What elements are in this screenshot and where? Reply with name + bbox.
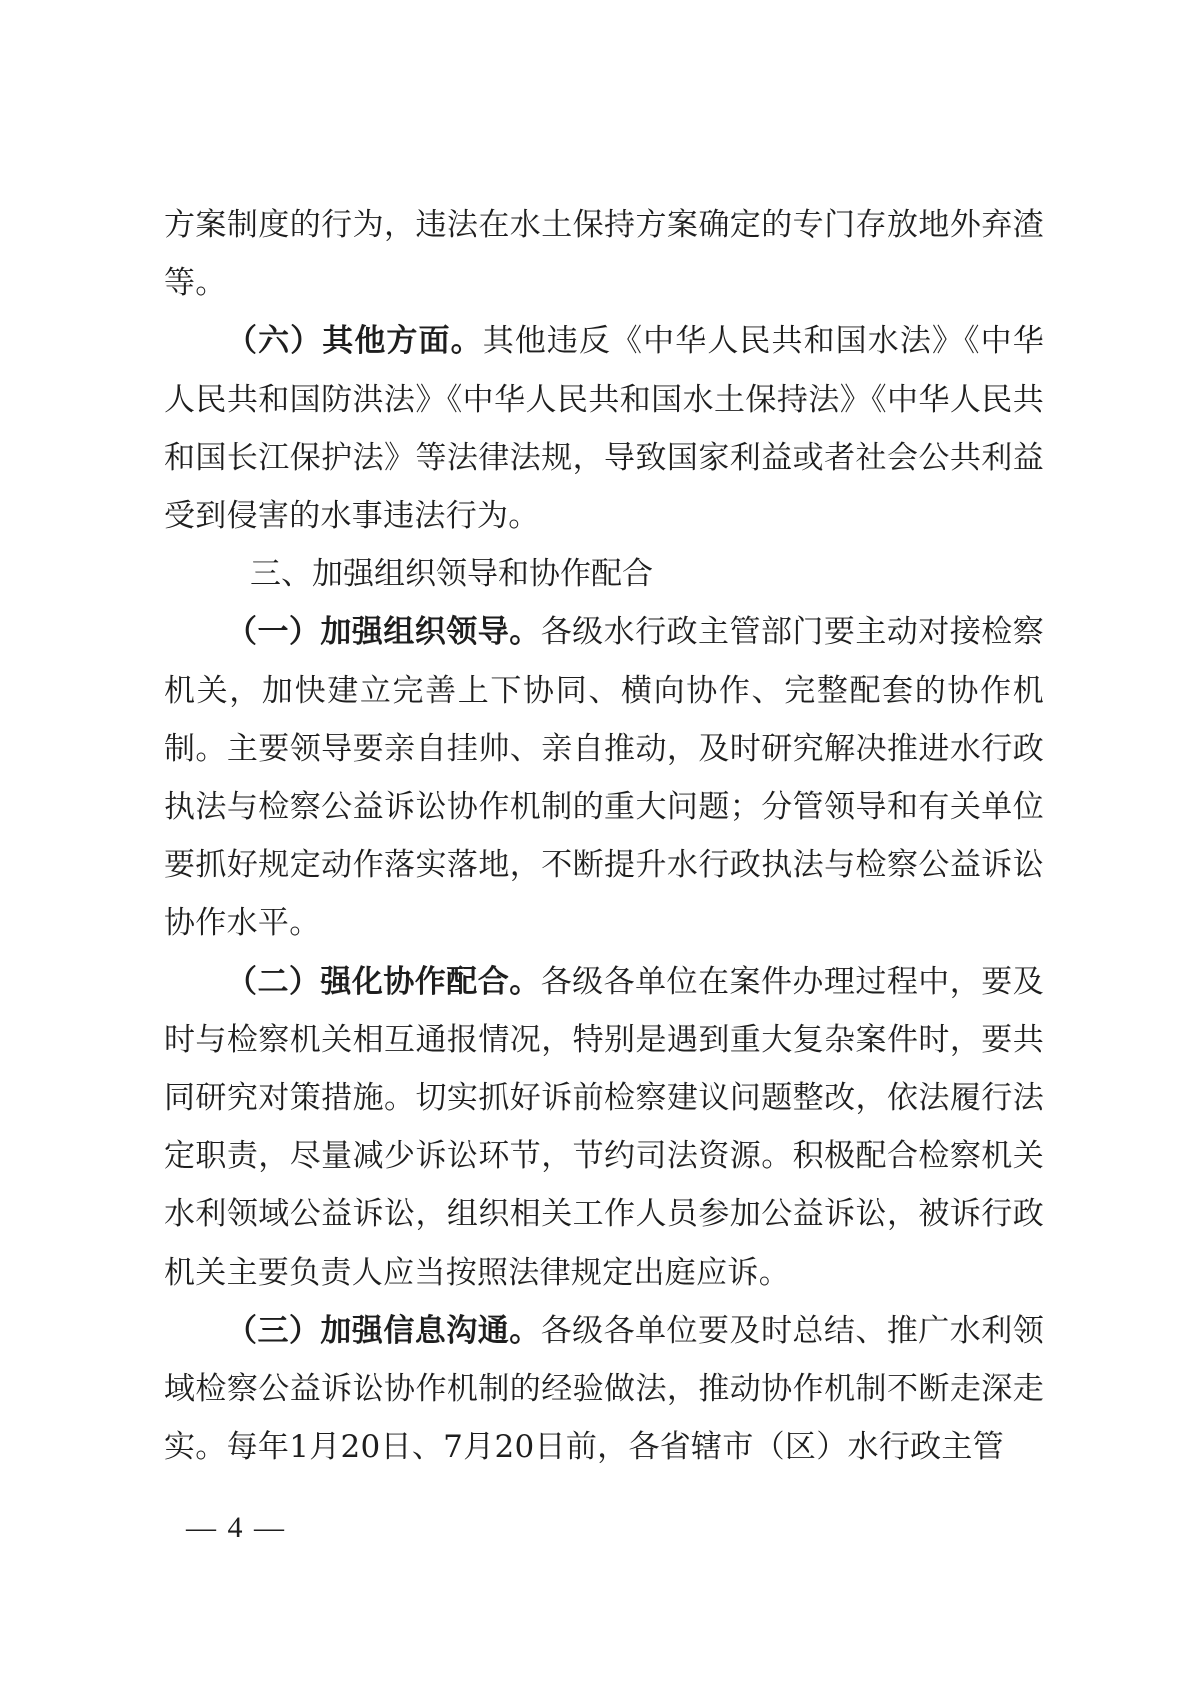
document-body bbox=[164, 196, 1044, 1476]
paragraph-text: 各级各单位要及时总结、推广水利领域检察公益诉讼协作机制的经验做法，推动协作机制不断走深走实。每年1月20日、7月20日前，各省辖市（区）水行政主管 bbox=[164, 1312, 1044, 1466]
paragraph-text: 各级水行政主管部门要主动对接检察机关，加快建立完善上下协同、横向协作、完整配套的协作机制。主要领导要亲自挂帅、亲自推动，及时研究解决推进水行政执法与检察公益诉讼协作机制的重大问题；分管领导和有关单位要抓好规定动作落实落地，不断提升水行政执法与检察公益诉讼协作水平。 bbox=[164, 614, 1044, 942]
paragraph-cooperation bbox=[164, 953, 1044, 1302]
paragraph-lead: （三）加强信息沟通。 bbox=[226, 1312, 541, 1349]
paragraph-information-communication bbox=[164, 1302, 1044, 1477]
paragraph-text: 方案制度的行为，违法在水土保持方案确定的专门存放地外弃渣等。 bbox=[164, 207, 1044, 302]
paragraph-continuation bbox=[164, 196, 1044, 312]
paragraph-lead: （二）强化协作配合。 bbox=[226, 963, 541, 1000]
paragraph-lead: （一）加强组织领导。 bbox=[226, 614, 541, 651]
paragraph-organizational-leadership bbox=[164, 603, 1044, 952]
paragraph-text: 其他违反《中华人民共和国水法》《中华人民共和国防洪法》《中华人民共和国水土保持法》《中华人民共和国长江保护法》等法律法规，导致国家利益或者社会公共利益受到侵害的水事违法行为。 bbox=[164, 323, 1044, 535]
paragraph-lead: （六）其他方面。 bbox=[226, 323, 483, 360]
paragraph-other-aspects bbox=[164, 312, 1044, 545]
page-number: — 4 — bbox=[186, 1511, 286, 1544]
paragraph-text: 各级各单位在案件办理过程中，要及时与检察机关相互通报情况，特别是遇到重大复杂案件时，要共同研究对策措施。切实抓好诉前检察建议问题整改，依法履行法定职责，尽量减少诉讼环节，节约司法资源。积极配合检察机关水利领域公益诉讼，组织相关工作人员参加公益诉讼，被诉行政机关主要负责人应当按照法律规定出庭应诉。 bbox=[164, 963, 1044, 1291]
section-heading: 三、加强组织领导和协作配合 bbox=[250, 556, 653, 593]
